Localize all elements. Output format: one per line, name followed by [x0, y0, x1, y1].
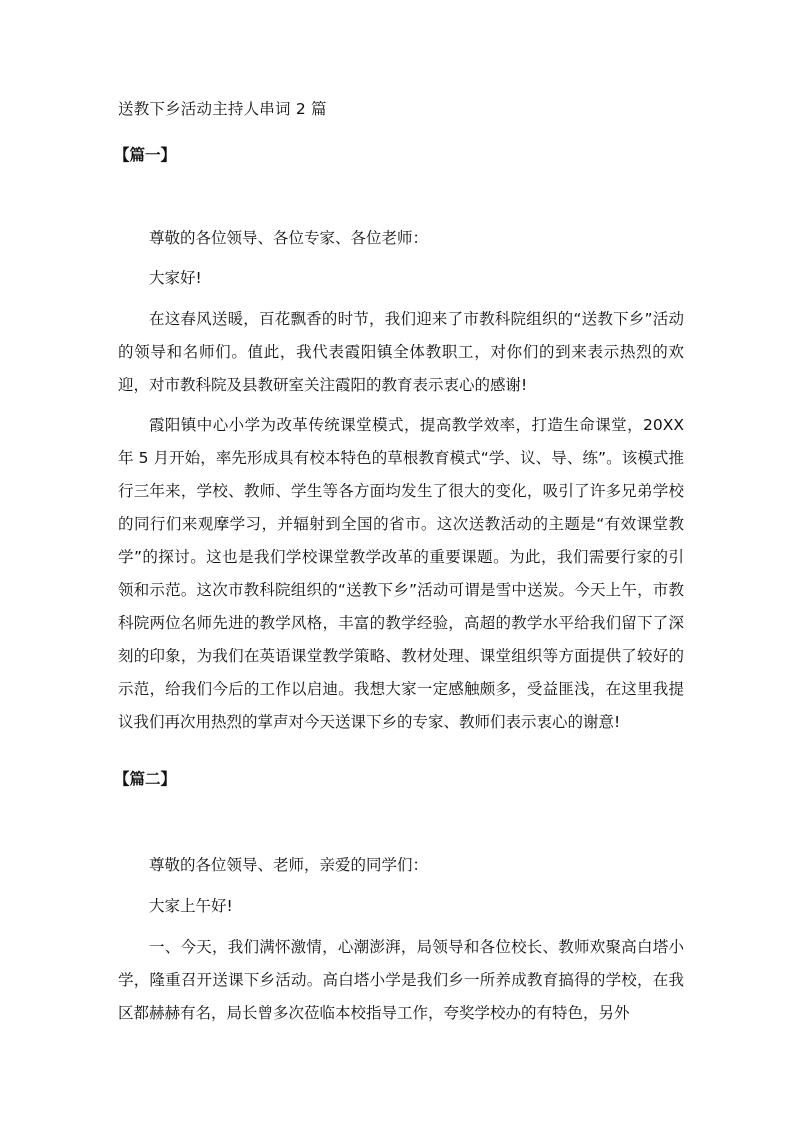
section-2-paragraph-intro: 一、今天，我们满怀激情，心潮澎湃，局领导和各位校长、教师欢聚高白塔小学，隆重召开送课下乡活动。高白塔小学是我们乡一所养成教育搞得的学校，在我区都赫赫有名，局长曾多次莅临本校指导工作，夸奖学校办的有特色，另外 — [118, 938, 684, 1022]
section-1-paragraph-welcome: 在这春风送暖，百花飘香的时节，我们迎来了市教科院组织的“送教下乡”活动的领导和名师们。值此，我代表霞阳镇全体教职工，对你们的到来表示热烈的欢迎，对市教科院及县教研室关注霞阳的教育表示衷心的感谢! — [118, 310, 684, 394]
section-2-greeting: 大家上午好! — [149, 897, 233, 915]
section-heading-2: 【篇二】 — [114, 770, 177, 788]
section-heading-1: 【篇一】 — [114, 146, 177, 164]
section-1-salutation: 尊敬的各位领导、各位专家、各位老师： — [149, 229, 429, 247]
section-1-paragraph-school: 霞阳镇中心小学为改革传统课堂模式，提高教学效率，打造生命课堂，20XX 年 5 月开始，率先形成具有校本特色的草根教育模式“学、议、导、练”。该模式推行三年来，学校、教师、学生等各方面均发生了很大的变化，吸引了许多兄弟学校的同行们来观摩学习，并辐射到全国的省市。这次送教活动的主题是“有效课堂教学”的探讨。这也是我们学校课堂教学改革的重要课题。为此，我们需要行家的引领和示范。这次市教科院组织的“送教下乡”活动可谓是雪中送炭。今天上午，市教科院两位名师先进的教学风格，丰富的教学经验，高超的教学水平给我们留下了深刻的印象，为我们在英语课堂教学策略、教材处理、课堂组织等方面提供了较好的示范，给我们今后的工作以启迪。我想大家一定感触颇多，受益匪浅，在这里我提议我们再次用热烈的掌声对今天送课下乡的专家、教师们表示衷心的谢意! — [118, 416, 684, 731]
section-2-salutation: 尊敬的各位领导、老师，亲爱的同学们： — [149, 856, 429, 874]
section-1-greeting: 大家好! — [149, 269, 202, 287]
document-title: 送教下乡活动主持人串词 2 篇 — [118, 100, 327, 118]
